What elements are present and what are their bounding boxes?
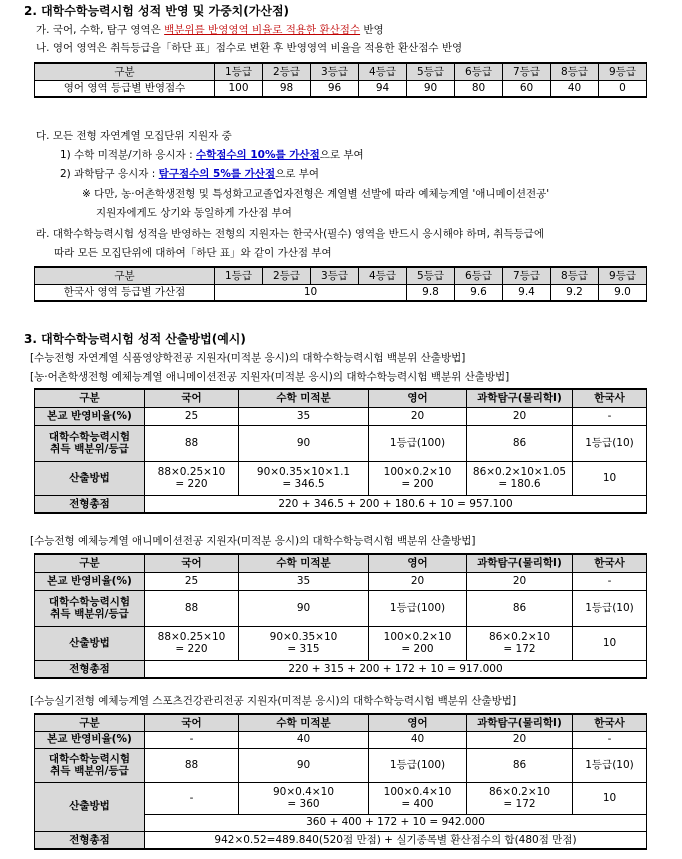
cell: 90 — [239, 425, 369, 461]
cell: - — [573, 407, 647, 425]
cell: 20 — [369, 407, 467, 425]
calc-line: 100×0.4×10 — [383, 785, 452, 798]
cell: 10 — [573, 461, 647, 495]
cell: 88 — [145, 590, 239, 626]
example1-caption1: [수능전형 자연계열 식품영양학전공 지원자(미적분 응시)의 대학수학능력시험 백분위 산출방법] — [30, 352, 466, 364]
cell: 1등급(10) — [573, 425, 647, 461]
header-cell: 수학 미적분 — [239, 554, 369, 572]
calc-result: = 400 — [401, 798, 434, 810]
row-label: 한국사 영역 등급별 가산점 — [35, 284, 215, 301]
calc-result: = 172 — [503, 643, 536, 655]
row-label: 전형총점 — [35, 495, 145, 513]
cell: 9.0 — [599, 284, 647, 301]
example3-caption: [수능실기전형 예체능계열 스포츠건강관리전공 지원자(미적분 응시)의 대학수학능력시험 백분위 산출방법] — [30, 695, 517, 707]
row-label-line2: 취득 백분위/등급 — [50, 608, 129, 620]
cell: 88 — [145, 748, 239, 782]
row-label: 본교 반영비율(%) — [35, 731, 145, 748]
item-da1 — [60, 147, 364, 162]
item-ga — [36, 22, 384, 37]
total-cell: 220 + 346.5 + 200 + 180.6 + 10 = 957.100 — [145, 495, 647, 513]
cell: 40 — [239, 731, 369, 748]
cell: 9.4 — [503, 284, 551, 301]
header-cell: 영어 — [369, 389, 467, 407]
table-row — [35, 80, 647, 97]
header-cell: 5등급 — [407, 63, 455, 80]
calc-line: 86×0.2×10 — [488, 630, 551, 643]
cell: 96 — [311, 80, 359, 97]
table-row — [35, 831, 647, 849]
header-cell: 구분 — [35, 389, 145, 407]
header-cell: 과학탐구(물리학I) — [467, 554, 573, 572]
header-cell: 3등급 — [311, 267, 359, 284]
table-row — [35, 425, 647, 461]
header-cell: 구분 — [35, 554, 145, 572]
header-cell: 국어 — [145, 714, 239, 731]
example2-header — [35, 554, 647, 572]
item-da2-highlight: 탐구점수의 5%를 가산점 — [158, 168, 276, 180]
row-label: 본교 반영비율(%) — [35, 572, 145, 590]
table-row — [35, 407, 647, 425]
note-line2: 지원자에게도 상기와 동일하게 가산점 부여 — [96, 207, 292, 219]
cell — [467, 626, 573, 660]
cell — [239, 782, 369, 814]
cell — [239, 626, 369, 660]
cell — [145, 626, 239, 660]
header-cell: 수학 미적분 — [239, 714, 369, 731]
cell — [369, 461, 467, 495]
calc-line: 90×0.4×10 — [272, 785, 335, 798]
cell: 80 — [455, 80, 503, 97]
cell — [369, 626, 467, 660]
cell — [467, 461, 573, 495]
cell: 90 — [239, 748, 369, 782]
cell — [145, 461, 239, 495]
cell: 1등급(10) — [573, 590, 647, 626]
cell: 0 — [599, 80, 647, 97]
history-grade-table — [34, 266, 647, 302]
item-da2-prefix: 2) 과학탐구 응시자 : — [60, 168, 159, 180]
section2-title: 2. 대학수학능력시험 성적 반영 및 가중치(가산점) — [24, 4, 290, 18]
item-ra-line2: 따라 모든 모집단위에 대하여「하단 표」와 같이 가산점 부여 — [54, 247, 332, 259]
row-label: 산출방법 — [35, 626, 145, 660]
table-row — [35, 495, 647, 513]
header-cell: 과학탐구(물리학I) — [467, 389, 573, 407]
header-cell: 7등급 — [503, 63, 551, 80]
header-cell: 수학 미적분 — [239, 389, 369, 407]
example3-table — [34, 713, 647, 850]
table-row — [35, 461, 647, 495]
header-cell: 3등급 — [311, 63, 359, 80]
example1-caption2: [농·어촌학생전형 예체능계열 애니메이션전공 지원자(미적분 응시)의 대학수학능력시험 백분위 산출방법] — [30, 371, 510, 383]
cell: - — [145, 782, 239, 814]
calc-line: 86×0.2×10×1.05 — [472, 465, 567, 478]
calc-line: 86×0.2×10 — [488, 785, 551, 798]
calc-result: = 360 — [287, 798, 320, 810]
english-grade-table — [34, 62, 647, 98]
example2-caption: [수능전형 예체능계열 애니메이션전공 지원자(미적분 응시)의 대학수학능력시험 백분위 산출방법] — [30, 535, 476, 547]
row-label — [35, 590, 145, 626]
cell — [239, 461, 369, 495]
example1-header — [35, 389, 647, 407]
row-label: 전형총점 — [35, 660, 145, 678]
item-ga-suffix: 반영 — [360, 24, 384, 36]
row-label-line2: 취득 백분위/등급 — [50, 765, 129, 777]
item-ga-prefix: 가. 국어, 수학, 탐구 영역은 — [36, 24, 165, 36]
sum-cell: 360 + 400 + 172 + 10 = 942.000 — [145, 814, 647, 831]
calc-result: = 180.6 — [498, 478, 541, 490]
cell: 1등급(100) — [369, 748, 467, 782]
calc-line: 100×0.2×10 — [383, 465, 452, 478]
english-table-header — [35, 63, 647, 80]
row-label-line1: 대학수학능력시험 — [48, 752, 131, 765]
calc-result: = 200 — [401, 643, 434, 655]
calc-line: 100×0.2×10 — [383, 630, 452, 643]
header-cell: 9등급 — [599, 63, 647, 80]
header-cell: 4등급 — [359, 63, 407, 80]
header-cell: 2등급 — [263, 63, 311, 80]
example3-header — [35, 714, 647, 731]
cell: 1등급(10) — [573, 748, 647, 782]
cell: 40 — [551, 80, 599, 97]
header-cell: 1등급 — [215, 63, 263, 80]
header-cell: 구분 — [35, 714, 145, 731]
cell: 10 — [573, 782, 647, 814]
calc-result: = 172 — [503, 798, 536, 810]
table-row — [35, 731, 647, 748]
total-cell: 942×0.52=489.840(520점 만점) + 실기종목별 환산점수의 합(480점 만점) — [145, 831, 647, 849]
cell: 90 — [239, 590, 369, 626]
cell: - — [573, 731, 647, 748]
cell: 90 — [407, 80, 455, 97]
cell: 86 — [467, 590, 573, 626]
header-cell: 한국사 — [573, 714, 647, 731]
row-label-line2: 취득 백분위/등급 — [50, 443, 129, 455]
table-row — [35, 284, 647, 301]
history-table-header — [35, 267, 647, 284]
table-row — [35, 660, 647, 678]
total-cell: 220 + 315 + 200 + 172 + 10 = 917.000 — [145, 660, 647, 678]
section3-title: 3. 대학수학능력시험 성적 산출방법(예시) — [24, 332, 246, 346]
cell: - — [573, 572, 647, 590]
cell: 10 — [573, 626, 647, 660]
cell: 94 — [359, 80, 407, 97]
header-cell: 구분 — [35, 63, 215, 80]
cell: 88 — [145, 425, 239, 461]
cell: 86 — [467, 748, 573, 782]
cell: 20 — [467, 407, 573, 425]
merged-cell: 10 — [215, 284, 407, 301]
item-da2 — [60, 166, 319, 181]
table-row — [35, 572, 647, 590]
header-cell: 한국사 — [573, 389, 647, 407]
cell — [467, 782, 573, 814]
row-label-line1: 대학수학능력시험 — [48, 595, 131, 608]
calc-line: 88×0.25×10 — [157, 630, 226, 643]
calc-result: = 315 — [287, 643, 320, 655]
calc-result: = 220 — [175, 478, 208, 490]
cell: 20 — [467, 572, 573, 590]
calc-result: = 220 — [175, 643, 208, 655]
header-cell: 영어 — [369, 714, 467, 731]
table-row — [35, 748, 647, 782]
cell: 1등급(100) — [369, 590, 467, 626]
header-cell: 4등급 — [359, 267, 407, 284]
row-label: 전형총점 — [35, 831, 145, 849]
cell: 35 — [239, 572, 369, 590]
header-cell: 7등급 — [503, 267, 551, 284]
row-label: 산출방법 — [35, 461, 145, 495]
calc-line: 90×0.35×10×1.1 — [256, 465, 351, 478]
item-ra-line1: 라. 대학수학능력시험 성적을 반영하는 전형의 지원자는 한국사(필수) 영역을 반드시 응시해야 하며, 취득등급에 — [36, 228, 545, 240]
calc-line: 90×0.35×10 — [269, 630, 338, 643]
calc-result: = 346.5 — [282, 478, 325, 490]
row-label: 산출방법 — [35, 782, 145, 831]
calc-line: 88×0.25×10 — [157, 465, 226, 478]
row-label: 본교 반영비율(%) — [35, 407, 145, 425]
item-da1-highlight: 수학점수의 10%를 가산점 — [195, 149, 320, 161]
calc-result: = 200 — [401, 478, 434, 490]
cell: 20 — [369, 572, 467, 590]
item-da1-suffix: 으로 부여 — [319, 149, 364, 161]
header-cell: 한국사 — [573, 554, 647, 572]
header-cell: 5등급 — [407, 267, 455, 284]
cell: - — [145, 731, 239, 748]
item-na: 나. 영어 영역은 취득등급을「하단 표」점수로 변환 후 반영영역 비율을 적용한 환산점수 반영 — [36, 42, 463, 54]
cell: 98 — [263, 80, 311, 97]
example1-table — [34, 388, 647, 514]
cell: 20 — [467, 731, 573, 748]
row-label: 영어 영역 등급별 반영점수 — [35, 80, 215, 97]
row-label — [35, 748, 145, 782]
cell: 86 — [467, 425, 573, 461]
item-ga-highlight: 백분위를 반영영역 비율로 적용한 환산점수 — [164, 24, 361, 36]
table-row — [35, 626, 647, 660]
cell: 25 — [145, 572, 239, 590]
header-cell: 국어 — [145, 389, 239, 407]
item-da: 다. 모든 전형 자연계열 모집단위 지원자 중 — [36, 130, 232, 142]
header-cell: 6등급 — [455, 63, 503, 80]
header-cell: 8등급 — [551, 63, 599, 80]
item-da2-suffix: 으로 부여 — [275, 168, 320, 180]
cell: 25 — [145, 407, 239, 425]
header-cell: 2등급 — [263, 267, 311, 284]
header-cell: 9등급 — [599, 267, 647, 284]
header-cell: 1등급 — [215, 267, 263, 284]
header-cell: 6등급 — [455, 267, 503, 284]
row-label — [35, 425, 145, 461]
cell: 100 — [215, 80, 263, 97]
table-row — [35, 782, 647, 814]
header-cell: 영어 — [369, 554, 467, 572]
cell: 40 — [369, 731, 467, 748]
header-cell: 국어 — [145, 554, 239, 572]
header-cell: 8등급 — [551, 267, 599, 284]
cell: 9.8 — [407, 284, 455, 301]
item-da1-prefix: 1) 수학 미적분/기하 응시자 : — [60, 149, 196, 161]
table-row — [35, 590, 647, 626]
cell: 1등급(100) — [369, 425, 467, 461]
cell — [369, 782, 467, 814]
cell: 9.2 — [551, 284, 599, 301]
cell: 60 — [503, 80, 551, 97]
example2-table — [34, 553, 647, 679]
cell: 9.6 — [455, 284, 503, 301]
row-label-line1: 대학수학능력시험 — [48, 430, 131, 443]
header-cell: 구분 — [35, 267, 215, 284]
cell: 35 — [239, 407, 369, 425]
header-cell: 과학탐구(물리학I) — [467, 714, 573, 731]
note-line1: ※ 다만, 농·어촌학생전형 및 특성화고교졸업자전형은 계열별 선발에 따라 예체능계열 '애니메이션전공' — [82, 188, 550, 200]
